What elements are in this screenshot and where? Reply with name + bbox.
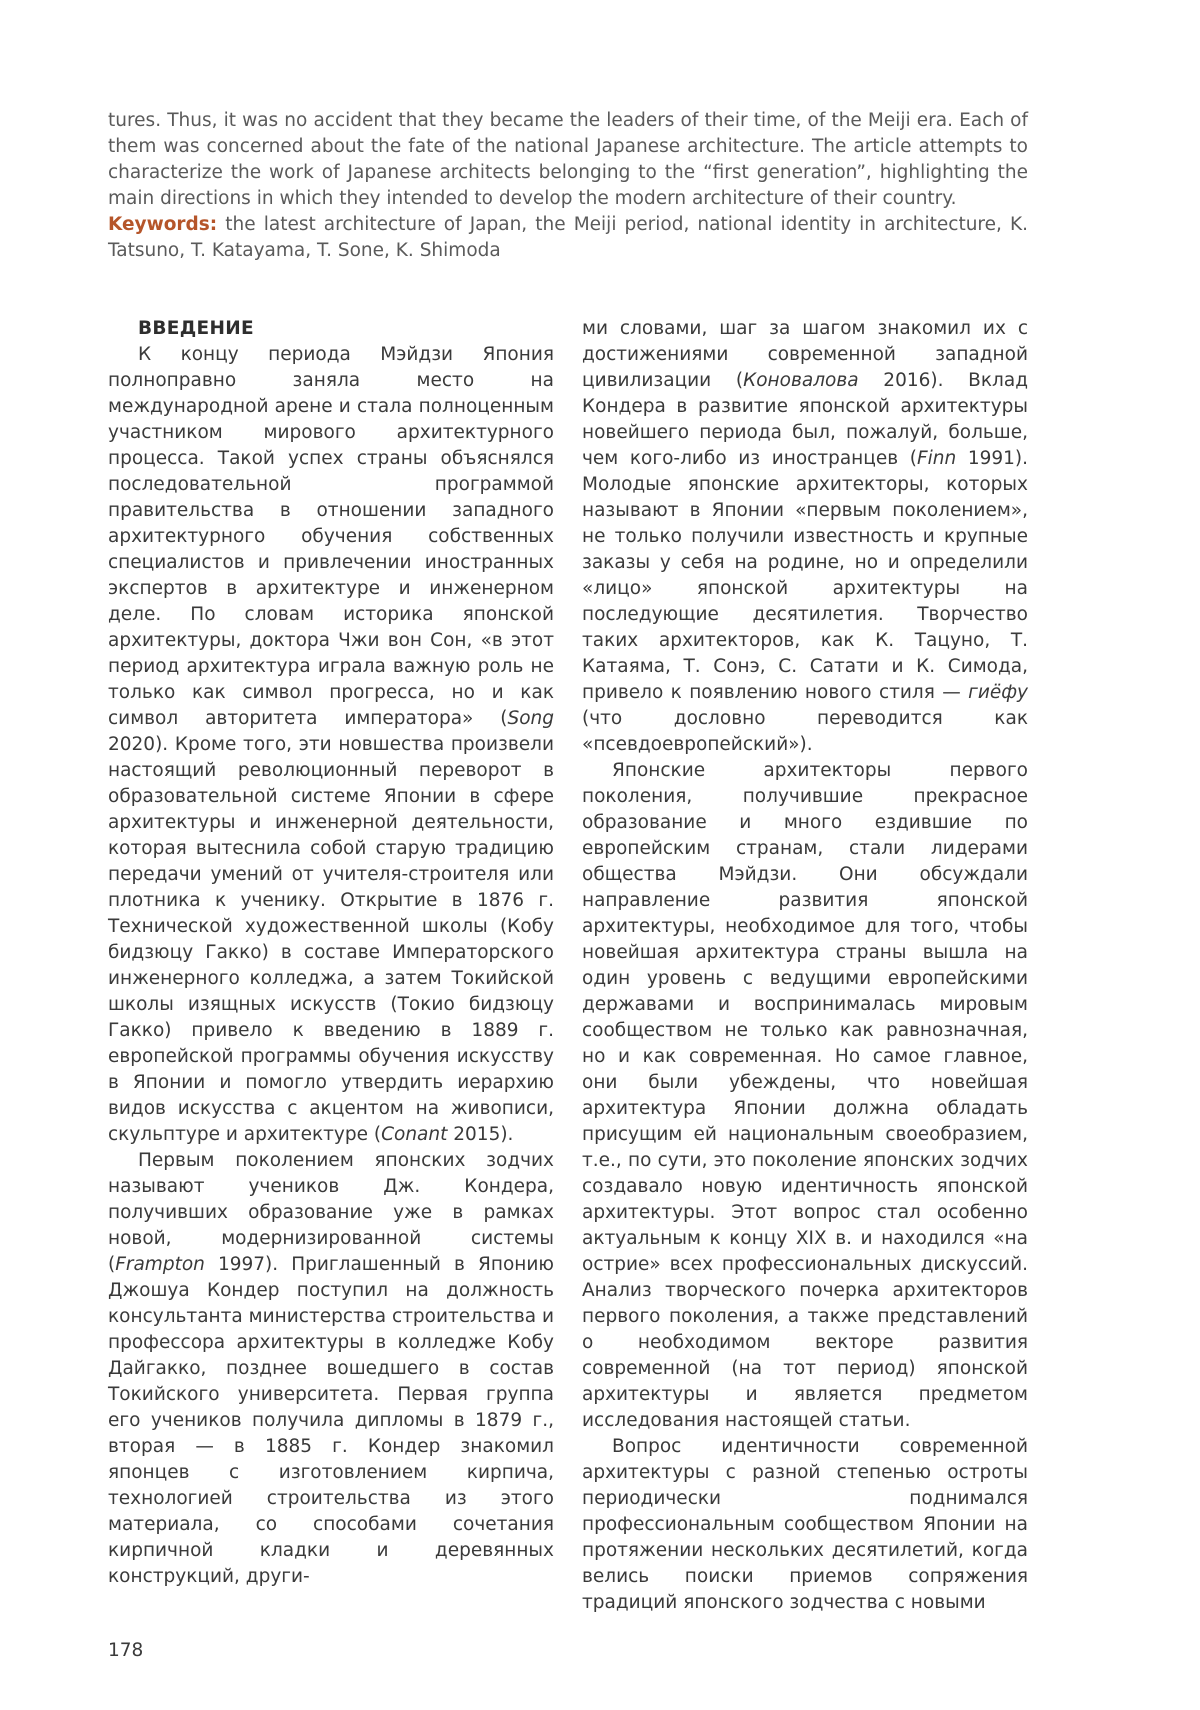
paragraph-2-text-e: 1991). Молодые японские архитекторы, которых называют в Японии «первым поколением», не только получили известность и крупные заказы у себя на родине, но и определили «лицо» японской архитектуры на последующие десятилетия. Творчество таких архитекторов, как К. Тацуно, Т. Катаяма, Т. Сонэ, С. Сатати и К. Симода, привело к появлению нового стиля — [582, 448, 1029, 703]
keywords-line [108, 212, 1028, 264]
keywords-label: Keywords: [108, 214, 218, 235]
citation-conant: Conant [381, 1124, 448, 1145]
paragraph-3: Японские архитекторы первого поколения, получившие прекрасное образование и много ездившие по европейским странам, стали лидерами общества Мэйдзи. Они обсуждали направление развития японской архитектуры, необходимое для того, чтобы новейшая архитектура страны вышла на один уровень с ведущими европейскими державами и воспринималась мировым сообществом не только как равнозначная, но и как современная. Но самое главное, они были убеждены, что новейшая архитектура Японии должна обладать присущим ей национальным своеобразием, т.е., по сути, это поколение японских зодчих создавало новую идентичность японской архитектуры. Этот вопрос стал особенно актуальным к концу XIX в. и находился «на острие» всех профессиональных дискуссий. Анализ творческого почерка архитекторов первого поколения, а также представлений о необходимом векторе развития современной (на тот период) японской архитектуры и является предметом исследования настоящей статьи. [582, 760, 1028, 1431]
citation-konovalova: Коновалова [743, 370, 859, 391]
paragraph-2-text-a: Первым поколением японских зодчих называют учеников Дж. Кондера, получивших образование уже в рамках новой, модернизированной системы ( [108, 1150, 554, 1275]
page-number: 178 [108, 1640, 144, 1661]
paragraph-1-text-c: 2015). [447, 1124, 514, 1145]
abstract-text: tures. Thus, it was no accident that they became the leaders of their time, of the Meiji era. Each of them was concerned about the fate of the national Japanese architecture. The article attempts to characterize the work of Japanese architects belonging to the “first generation”, highlighting the main directions in which they intended to develop the modern architecture of their country. [108, 110, 1028, 209]
abstract-block [108, 108, 1028, 264]
citation-finn: Finn [916, 448, 957, 469]
paragraph-2-text-f: (что дословно переводится как «псевдоевропейский»). [582, 708, 1028, 755]
paragraph-2-text-c: ми словами, шаг за шагом знакомил их с достижениями современной западной цивилизации ( [582, 318, 1028, 391]
paragraph-2-continued [582, 316, 1028, 758]
right-column [582, 316, 1028, 1616]
paragraph-1 [108, 342, 554, 1148]
citation-frampton: Frampton [115, 1254, 205, 1275]
term-giyofu: гиёфу [968, 682, 1028, 703]
paragraph-1-text-a: К концу периода Мэйдзи Япония полноправно заняла место на международной арене и стала полноценным участником мирового архитектурного процесса. Такой успех страны объяснялся последовательной программой правительства в отношении западного архитектурного обучения собственных специалистов и привлечении иностранных экспертов в архитектуре и инженерном деле. По словам историка японской архитектуры, доктора Чжи вон Сон, «в этот период архитектура играла важную роль не только как символ прогресса, но и как символ авторитета императора» ( [108, 344, 554, 729]
paragraph-2-text-b: 1997). Приглашенный в Японию Джошуа Кондер поступил на должность консультанта министерства строительства и профессора архитектуры в колледже Кобу Дайгакко, позднее вошедшего в состав Токийского университета. Первая группа его учеников получила дипломы в 1879 г., вторая — в 1885 г. Кондер знакомил японцев с изготовлением кирпича, технологией строительства из этого материала, со способами сочетания кирпичной кладки и деревянных конструкций, други [108, 1254, 554, 1587]
citation-song: Song [507, 708, 554, 729]
keywords-text: the latest architecture of Japan, the Meiji period, national identity in architecture, K. Tatsuno, T. Katayama, T. Sone, K. Shimoda [108, 214, 1028, 261]
paragraph-2: Первым поколением японских зодчих называют учеников Дж. Кондера, получивших образование уже в рамках новой, модернизированной системы (Frampton 1997). Приглашенный в Японию Джошуа Кондер поступил на должность консультанта министерства строительства и профессора архитектуры в колледже Кобу Дайгакко, позднее вошедшего в состав Токийского университета. Первая группа его учеников получила дипломы в 1879 г., вторая — в 1885 г. Кондер знакомил японцев с изготовлением кирпича, технологией строительства из этого материала, со способами сочетания кирпичной кладки и деревянных конструкций, други- [108, 1150, 554, 1587]
section-heading: ВВЕДЕНИЕ [138, 318, 254, 339]
paragraph-1-text-b: 2020). Кроме того, эти новшества произвели настоящий революционный переворот в образовательной системе Японии в сфере архитектуры и инженерной деятельности, которая вытеснила собой старую традицию передачи умений от учителя-строителя или плотника к ученику. Открытие в 1876 г. Технической художественной школы (Кобу бидзюцу Гакко) в составе Императорского инженерного колледжа, а затем Токийской школы изящных искусств (Токио бидзюцу Гакко) привело к введению в 1889 г. европейской программы обучения искусству в Японии и помогло утвердить иерархию видов искусства с акцентом на живописи, скульптуре и архитектуре ( [108, 734, 554, 1145]
left-column [108, 316, 554, 1590]
paragraph-2-text-d: 2016). Вклад Кондера в развитие японской архитектуры новейшего периода был, пожалуй, больше, чем кого-либо из иностранцев ( [582, 370, 1028, 469]
paragraph-4: Вопрос идентичности современной архитектуры с разной степенью остроты периодически поднимался профессиональным сообществом Японии на протяжении нескольких десятилетий, когда велись поиски приемов сопряжения традиций японского зодчества с новыми [582, 1436, 1028, 1613]
